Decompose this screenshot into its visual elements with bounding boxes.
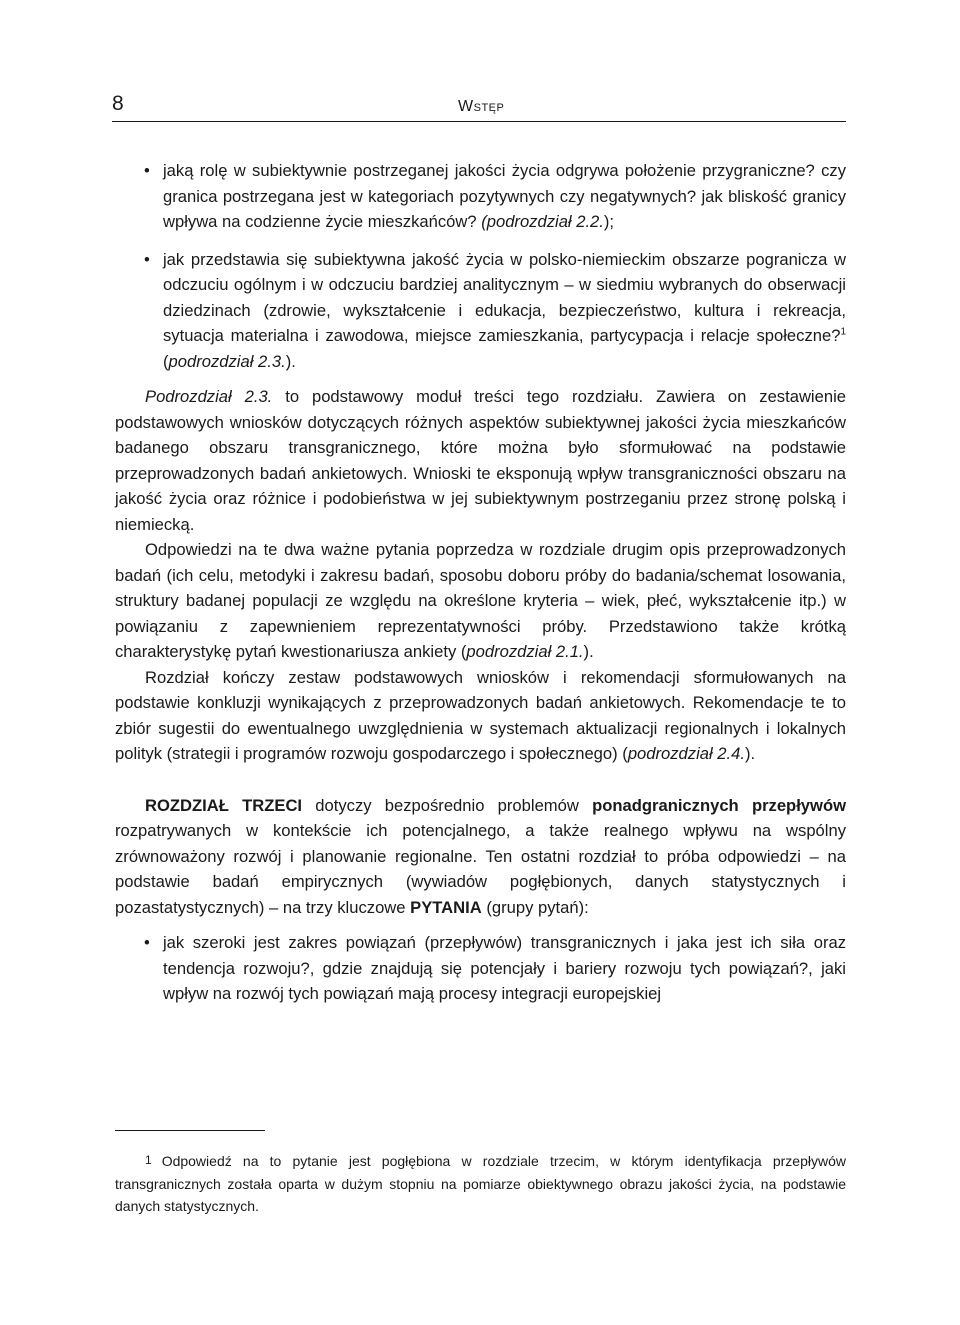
footnote-reference: 1 <box>840 326 846 338</box>
section-reference: podrozdział 2.1. <box>466 642 584 661</box>
bullet-text: jaką rolę w subiektywnie postrzeganej jakości życia odgrywa położenie przygraniczne? czy granica postrzegana jest w kategoriach pozytywnych czy negatywnych? jak bliskość granicy wpływa na codzienne życie mieszkańców? <box>163 161 846 231</box>
bullet-end: ); <box>603 212 615 231</box>
footnote-text: Odpowiedź na to pytanie jest pogłębiona w rozdziale trzecim, w którym identyfikacja przepływów transgranicznych została oparta w dużym stopniu na pomiarze obiektywnego obrazu jakości życia, na podstawie danych statystycznych. <box>115 1153 846 1214</box>
bullet-text: jak przedstawia się subiektywna jakość życia w polsko-niemieckim obszarze pogranicza w odczuciu ogólnym i w odczuciu bardziej analitycznym – w siedmiu wybranych do obserwacji dziedzinach (zdrowie, wykształcenie i edukacja, bezpieczeństwo, kultura i rekreacja, sytuacja materialna i zawodowa, miejsce zamieszkania, partycypacja i relacje społeczne? <box>163 249 846 345</box>
paragraph <box>115 384 846 537</box>
footnote <box>115 1150 846 1217</box>
running-head: Wstęp <box>458 98 505 115</box>
paragraph-end: ). <box>744 744 756 763</box>
paragraph <box>115 793 846 921</box>
bullet-dot: • <box>144 249 150 269</box>
header-rule <box>112 121 846 122</box>
bullet-item <box>115 247 846 375</box>
paragraph <box>115 665 846 767</box>
section-reference: podrozdział 2.4. <box>627 744 745 763</box>
bullet-dot: • <box>144 161 150 180</box>
footnote-rule <box>115 1130 265 1131</box>
paragraph-text: Rozdział kończy zestaw podstawowych wniosków i rekomendacji sformułowanych na podstawie konkluzji wynikających z przeprowadzonych badań ankietowych. Rekomendacje te to zbiór sugestii do ewentualnego uwzględnienia w systemach aktualizacji regionalnych i lokalnych polityk (strategii i programów rozwoju gospodarczego i społecznego) ( <box>115 667 846 763</box>
section-reference: (podrozdział 2.2. <box>481 212 604 231</box>
page-number: 8 <box>112 92 124 115</box>
paragraph-text: dotyczy bezpośrednio problemów <box>302 795 593 815</box>
bullet-paren: ( <box>163 351 169 371</box>
section-reference: podrozdział 2.3. <box>168 351 286 371</box>
paragraph-end: ). <box>583 642 594 661</box>
footnote-mark: 1 <box>145 1153 152 1167</box>
main-content <box>115 158 846 1007</box>
emphasis: ponadgranicznych przepływów <box>592 795 846 815</box>
bullet-end: ). <box>285 351 296 371</box>
paragraph <box>115 537 846 665</box>
paragraph-text: (grupy pytań): <box>481 897 589 917</box>
paragraph-text: rozpatrywanych w kontekście ich potencjalnego, a także realnego wpływu na wspólny zrównoważony rozwój i planowanie regionalne. Ten ostatni rozdział to próba odpowiedzi – na podstawie badań empirycznych (wywiadów pogłębionych, danych statystycznych i pozastatystycznych) – na trzy kluczowe <box>115 821 846 917</box>
paragraph-text: to podstawowy moduł treści tego rozdziału. Zawiera on zestawienie podstawowych wniosków dotyczących różnych aspektów subiektywnej jakości życia mieszkańców badanego obszaru transgranicznego, które można było sformułować na podstawie przeprowadzonych badań ankietowych. Wnioski te eksponują wpływ transgraniczności obszaru na jakość życia oraz różnice i podobieństwa w jej subiektywnym postrzeganiu przez stronę polską i niemiecką. <box>115 387 846 534</box>
bullet-text: jak szeroki jest zakres powiązań (przepływów) transgranicznych i jaka jest ich siła oraz tendencja rozwoju?, gdzie znajdują się potencjały i bariery rozwoju tych powiązań?, jaki wpływ na rozwój tych powiązań mają procesy integracji europejskiej <box>163 933 846 1003</box>
chapter-label: ROZDZIAŁ TRZECI <box>145 795 303 815</box>
bullet-item <box>115 158 846 235</box>
emphasis: PYTANIA <box>410 897 482 917</box>
bullet-dot: • <box>144 933 150 952</box>
section-reference: Podrozdział 2.3. <box>145 387 273 406</box>
bullet-item <box>115 930 846 1007</box>
paragraph-text: Odpowiedzi na te dwa ważne pytania poprzedza w rozdziale drugim opis przeprowadzonych badań (ich celu, metodyki i zakresu badań, sposobu doboru próby do badania/schemat losowania, struktury badanej populacji ze względu na określone kryteria – wiek, płeć, wykształcenie itp.) w powiązaniu z zapewnieniem reprezentatywności próby. Przedstawiono także krótką charakterystykę pytań kwestionariusza ankiety ( <box>115 540 846 661</box>
